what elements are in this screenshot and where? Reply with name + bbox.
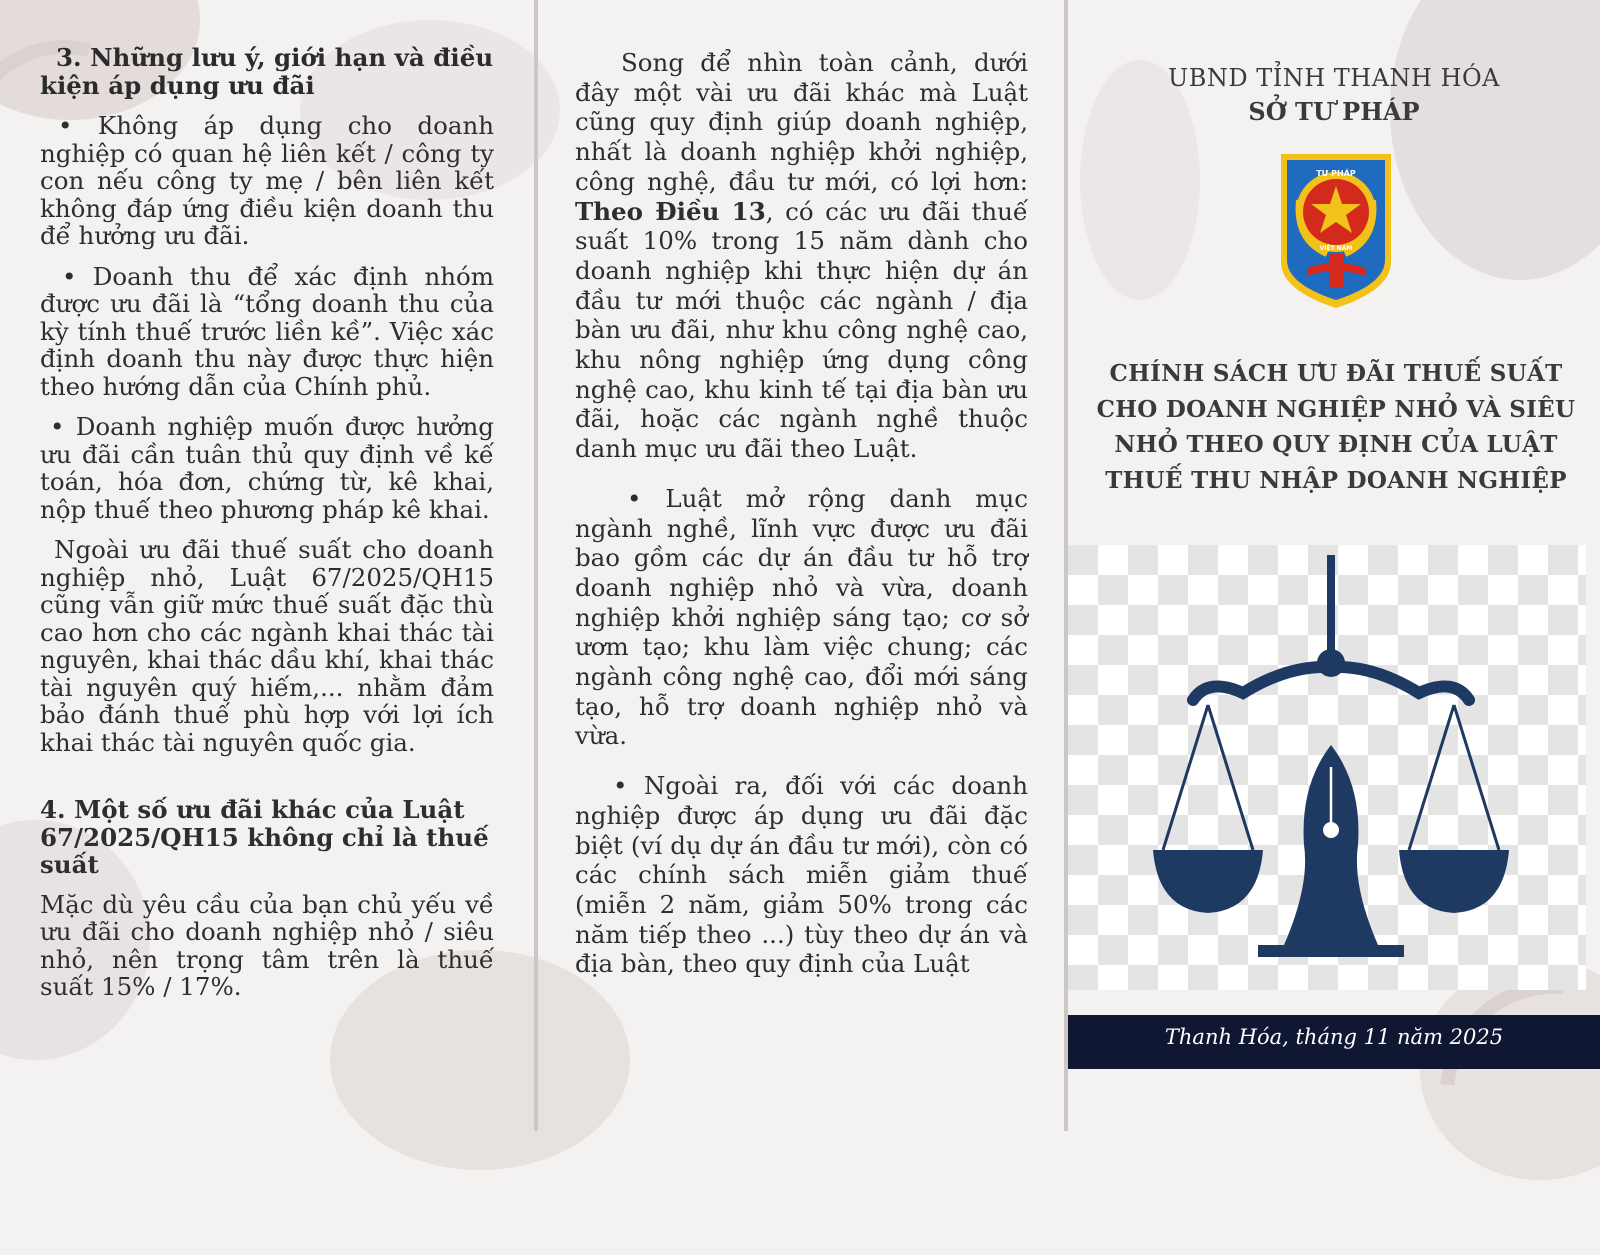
overview-text-end: , có các ưu đãi thuế suất 10% trong 15 năm dành cho doanh nghiệp khi thực hiện dự án đầu tư mới thuộc các ngành / địa bàn ưu đãi, như khu công nghệ cao, khu nông nghiệp ứng dụng công nghệ cao, khu kinh tế tại địa bàn ưu đãi, hoặc các ngành nghề thuộc danh mục ưu đãi theo Luật. bbox=[575, 196, 1028, 464]
bullet-compliance: • Doanh nghiệp muốn được hưởng ưu đãi cần tuân thủ quy định về kế toán, hóa đơn, chứng từ, kê khai, nộp thuế theo phương pháp kê khai. bbox=[40, 412, 494, 524]
org-name: UBND TỈNH THANH HÓA bbox=[1167, 64, 1501, 92]
paragraph-focus: Mặc dù yêu cầu của bạn chủ yếu về ưu đãi cho doanh nghiệp nhỏ / siêu nhỏ, nên trọng tâm trên là thuế suất 15% / 17%. bbox=[40, 889, 494, 1001]
scales-of-justice-pen-icon bbox=[1068, 545, 1586, 990]
emblem-text-top: TƯ PHÁP bbox=[1316, 169, 1356, 178]
paragraph-overview bbox=[575, 48, 1028, 464]
cover-panel bbox=[1068, 0, 1600, 1131]
brochure-title: CHÍNH SÁCH ƯU ĐÃI THUẾ SUẤT CHO DOANH NGHIỆP NHỎ VÀ SIÊU NHỎ THEO QUY ĐỊNH CỦA LUẬT THUẾ THU NHẬP DOANH NGHIỆP bbox=[1096, 360, 1576, 494]
left-panel bbox=[0, 0, 534, 1131]
bullet-tax-exemptions: • Ngoài ra, đối với các doanh nghiệp được áp dụng ưu đãi đặc biệt (ví dụ dự án đầu tư mới), còn có các chính sách miễn giảm thuế (miễn 2 năm, giảm 50% trong các năm tiếp theo ...) tùy theo dự án và địa bàn, theo quy định của Luật bbox=[575, 771, 1028, 979]
bullet-related-companies: • Không áp dụng cho doanh nghiệp có quan hệ liên kết / công ty con nếu công ty mẹ / bên liên kết không đáp ứng điều kiện doanh thu để hưởng ưu đãi. bbox=[40, 111, 494, 250]
overview-text-start: Song để nhìn toàn cảnh, dưới đây một vài ưu đãi khác mà Luật cũng quy định giúp doanh nghiệp, nhất là doanh nghiệp khởi nghiệp, công nghệ, đầu tư mới, có lợi hơn: bbox=[575, 48, 1028, 196]
department-name: SỞ TƯ PHÁP bbox=[1248, 97, 1420, 126]
emblem-text-bottom: VIỆT NAM bbox=[1319, 245, 1353, 252]
middle-panel bbox=[538, 0, 1064, 1131]
bullet-expanded-sectors: • Luật mở rộng danh mục ngành nghề, lĩnh vực được ưu đãi bao gồm các dự án đầu tư hỗ trợ doanh nghiệp nhỏ và vừa, doanh nghiệp khởi nghiệp sáng tạo; cơ sở ươm tạo; khu làm việc chung; các ngành công nghệ cao, đổi mới sáng tạo, hỗ trợ doanh nghiệp nhỏ và vừa. bbox=[575, 483, 1028, 751]
publication-date: Thanh Hóa, tháng 11 năm 2025 bbox=[1164, 1025, 1504, 1049]
section-3-heading: 3. Những lưu ý, giới hạn và điều kiện áp dụng ưu đãi bbox=[40, 43, 494, 100]
section-4-heading: 4. Một số ưu đãi khác của Luật 67/2025/QH15 không chỉ là thuế suất bbox=[40, 795, 489, 879]
justice-emblem-icon bbox=[1277, 150, 1395, 310]
paragraph-special-rates: Ngoài ưu đãi thuế suất cho doanh nghiệp nhỏ, Luật 67/2025/QH15 cũng vẫn giữ mức thuế suất đặc thù cao hơn cho các ngành khai thác tài nguyên, khai thác dầu khí, khai thác tài nguyên quý hiếm,... nhằm đảm bảo đánh thuế phù hợp với lợi ích khai thác tài nguyên quốc gia. bbox=[40, 535, 494, 757]
bullet-revenue-basis: • Doanh thu để xác định nhóm được ưu đãi là “tổng doanh thu của kỳ tính thuế trước liền kề”. Việc xác định doanh thu này được thực hiện theo hướng dẫn của Chính phủ. bbox=[40, 261, 494, 401]
article-13-reference: Theo Điều 13 bbox=[575, 196, 766, 226]
